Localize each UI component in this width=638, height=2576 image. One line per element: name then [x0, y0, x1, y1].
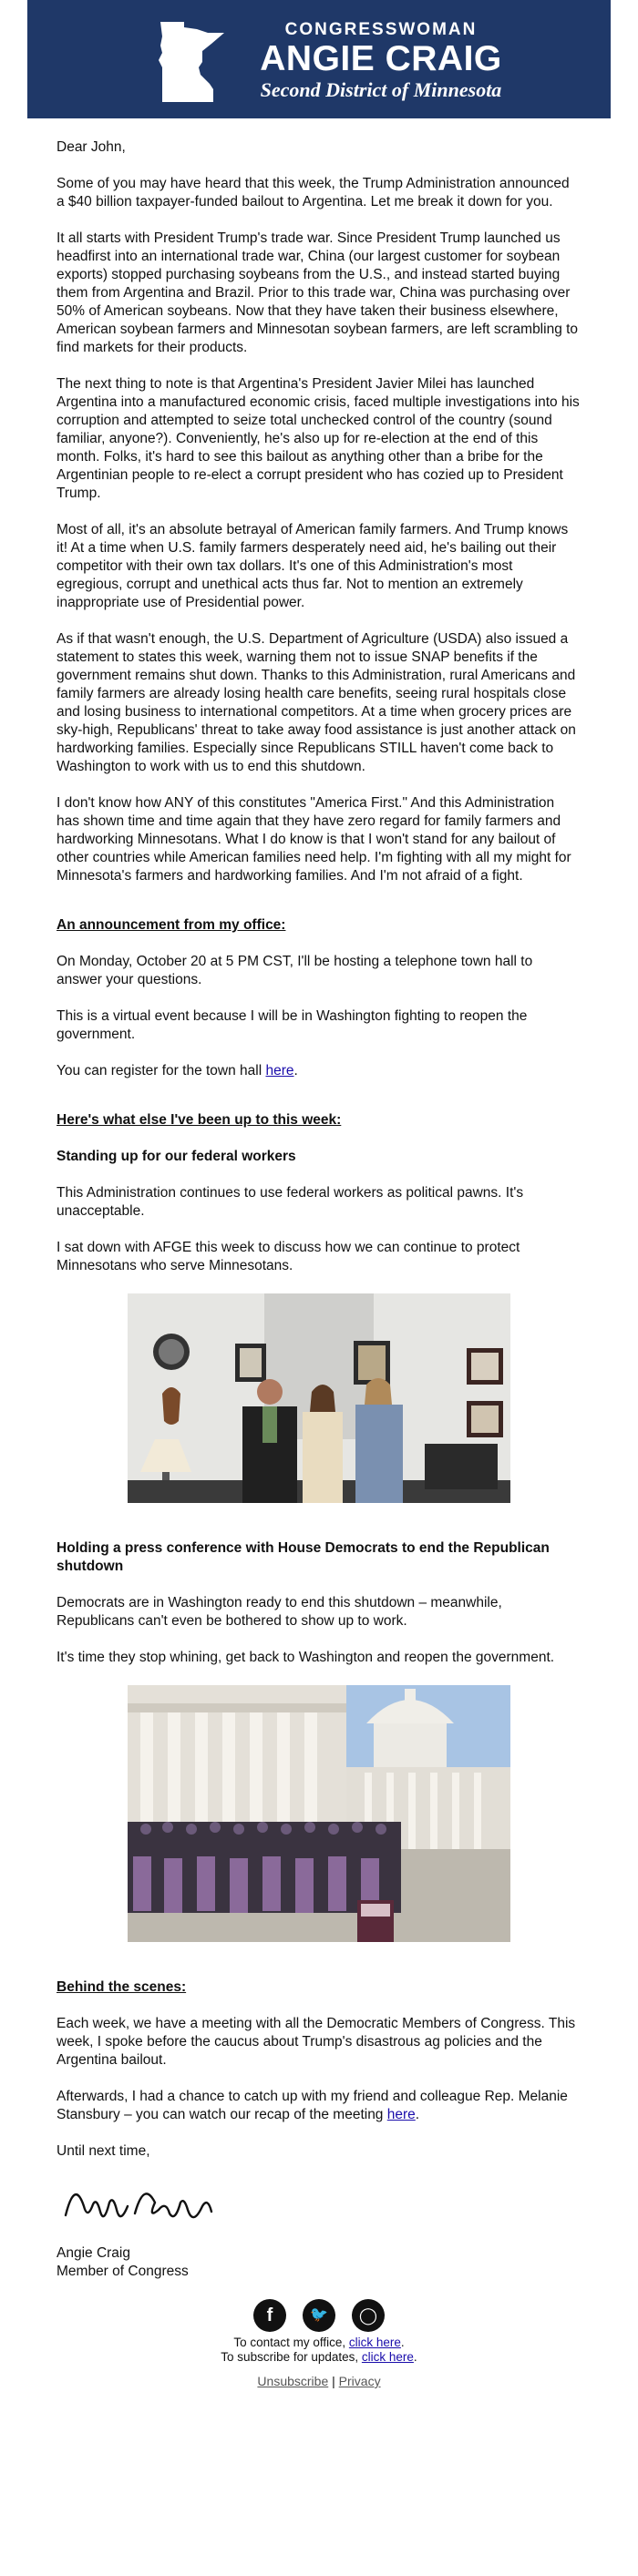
contact-line	[0, 2336, 638, 2350]
facebook-icon[interactable]: f	[253, 2299, 286, 2332]
unsubscribe-line	[0, 2374, 638, 2388]
press-conference-paragraph-1: Democrats are in Washington ready to end this shutdown – meanwhile, Republicans can't even be bothered to show up to work.	[57, 1595, 502, 1629]
subscribe-link[interactable]: click here	[361, 2350, 414, 2364]
greeting: Dear John,	[57, 139, 126, 155]
footer-separator: |	[332, 2374, 335, 2388]
federal-workers-paragraph-2: I sat down with AFGE this week to discuss how we can continue to protect Minnesotans who serve Minnesotans.	[57, 1240, 520, 1273]
signer-title: Member of Congress	[57, 2264, 189, 2279]
handwritten-signature	[57, 2170, 239, 2234]
header-line2: ANGIE CRAIG	[260, 39, 502, 78]
press-conference-paragraph-2: It's time they stop whining, get back to Washington and reopen the government.	[57, 1650, 555, 1665]
paragraph-3: The next thing to note is that Argentina's President Javier Milei has launched Argentina into a manufactured economic crisis, faced multiple investigations into his corruption and attempted to seize total unchecked control of the country (sound familiar, anyone?). Conveniently, he's also up for re-election at the end of this month. Folks, it's hard to see this bailout as anything other than a bribe for the Argentinian people to re-elect a corrupt president who has cozied up to President Trump.	[57, 376, 580, 501]
twitter-icon[interactable]: 🐦	[303, 2299, 335, 2332]
register-prefix: You can register for the town hall	[57, 1063, 266, 1078]
behind-scenes-paragraph-1: Each week, we have a meeting with all the Democratic Members of Congress. This week, I spoke before the caucus about Trump's disastrous ag policies and the Argentina bailout.	[57, 2016, 576, 2068]
recap-prefix: Afterwards, I had a chance to catch up with my friend and colleague Rep. Melanie Stansbury – you can watch our recap of the meeting	[57, 2089, 568, 2122]
social-links	[0, 2299, 638, 2332]
header-line1: CONGRESSWOMAN	[284, 20, 478, 39]
press-conference-subheading: Holding a press conference with House Democrats to end the Republican shutdown	[57, 1540, 550, 1574]
signer-name: Angie Craig	[57, 2245, 130, 2261]
email-content	[0, 118, 638, 2281]
announcement-paragraph-3	[57, 1062, 581, 1080]
unsubscribe-link[interactable]: Unsubscribe	[257, 2374, 329, 2388]
behind-scenes-heading: Behind the scenes:	[57, 1979, 187, 1995]
closing	[57, 2142, 581, 2281]
recap-link[interactable]: here	[386, 2107, 416, 2122]
paragraph-5: As if that wasn't enough, the U.S. Department of Agriculture (USDA) also issued a statement to states this week, warning them not to issue SNAP benefits if the government remains shut down. Thanks to this Administration, rural Americans and family farmers are already losing health care benefits, seeing rural hospitals close and losing business to international competitors. At a time when grocery prices are sky-high, Republicans' threat to take away food assistance is just another attack on hardworking families. Especially since Republicans STILL haven't come back to Washington to work with us to end this shutdown.	[57, 631, 576, 774]
newsletter-header	[27, 0, 611, 118]
paragraph-6: I don't know how ANY of this constitutes "America First." And this Administration has shown time and time again that they have zero regard for family farmers and hardworking Minnesotans. What I do know is that I won't stand for any bailout of other countries while American families need help. I'm fighting with all my might for Minnesota's farmers and hardworking families. And I'm not afraid of a fight.	[57, 795, 571, 884]
contact-link[interactable]: click here	[348, 2336, 401, 2349]
week-heading: Here's what else I've been up to this week:	[57, 1112, 342, 1128]
subscribe-prefix: To subscribe for updates,	[221, 2350, 362, 2364]
paragraph-2: It all starts with President Trump's trade war. Since President Trump launched us headfirst into an international trade war, China (our largest customer for soybean exports) stopped purchasing soybeans from the U.S., and instead started buying them from Argentina and Brazil. Prior to this trade war, China was purchasing over 50% of American soybeans. Now that they have taken their business elsewhere, American soybean farmers and Minnesotan soybean farmers, are left scrambling to find markets for their products.	[57, 230, 579, 355]
recap-suffix: .	[415, 2107, 420, 2122]
behind-scenes-paragraph-2	[57, 2088, 581, 2124]
announcement-paragraph-2: This is a virtual event because I will be in Washington fighting to reopen the government.	[57, 1008, 528, 1042]
minnesota-map-icon	[157, 20, 230, 104]
paragraph-4: Most of all, it's an absolute betrayal of American family farmers. And Trump knows it! At a time when U.S. family farmers desperately need aid, he's bailing out their competitor with their own tax dollars. It's one of this Administration's most egregious, corrupt and unethical acts thus far. Not to mention an extremely inappropriate use of Presidential power.	[57, 522, 569, 610]
federal-workers-paragraph-1: This Administration continues to use federal workers as political pawns. It's unacceptable.	[57, 1185, 524, 1219]
announcement-paragraph-1: On Monday, October 20 at 5 PM CST, I'll be hosting a telephone town hall to answer your questions.	[57, 954, 533, 987]
closing-phrase: Until next time,	[57, 2143, 150, 2159]
footer	[0, 2299, 638, 2388]
contact-suffix: .	[400, 2336, 405, 2349]
instagram-icon[interactable]: ◯	[352, 2299, 385, 2332]
paragraph-1: Some of you may have heard that this week, the Trump Administration announced a $40 billion taxpayer-funded bailout to Argentina. Let me break it down for you.	[57, 176, 570, 210]
subscribe-suffix: .	[413, 2350, 417, 2364]
register-suffix: .	[293, 1063, 298, 1078]
subscribe-line	[0, 2350, 638, 2365]
federal-workers-subheading: Standing up for our federal workers	[57, 1149, 296, 1164]
header-line3: Second District of Minnesota	[260, 78, 502, 101]
contact-prefix: To contact my office,	[233, 2336, 349, 2349]
afge-meeting-photo	[128, 1293, 510, 1503]
announcement-heading: An announcement from my office:	[57, 917, 286, 933]
privacy-link[interactable]: Privacy	[338, 2374, 381, 2388]
header-text	[235, 20, 527, 102]
register-link[interactable]: here	[265, 1063, 294, 1078]
capitol-press-conference-photo	[128, 1685, 510, 1942]
